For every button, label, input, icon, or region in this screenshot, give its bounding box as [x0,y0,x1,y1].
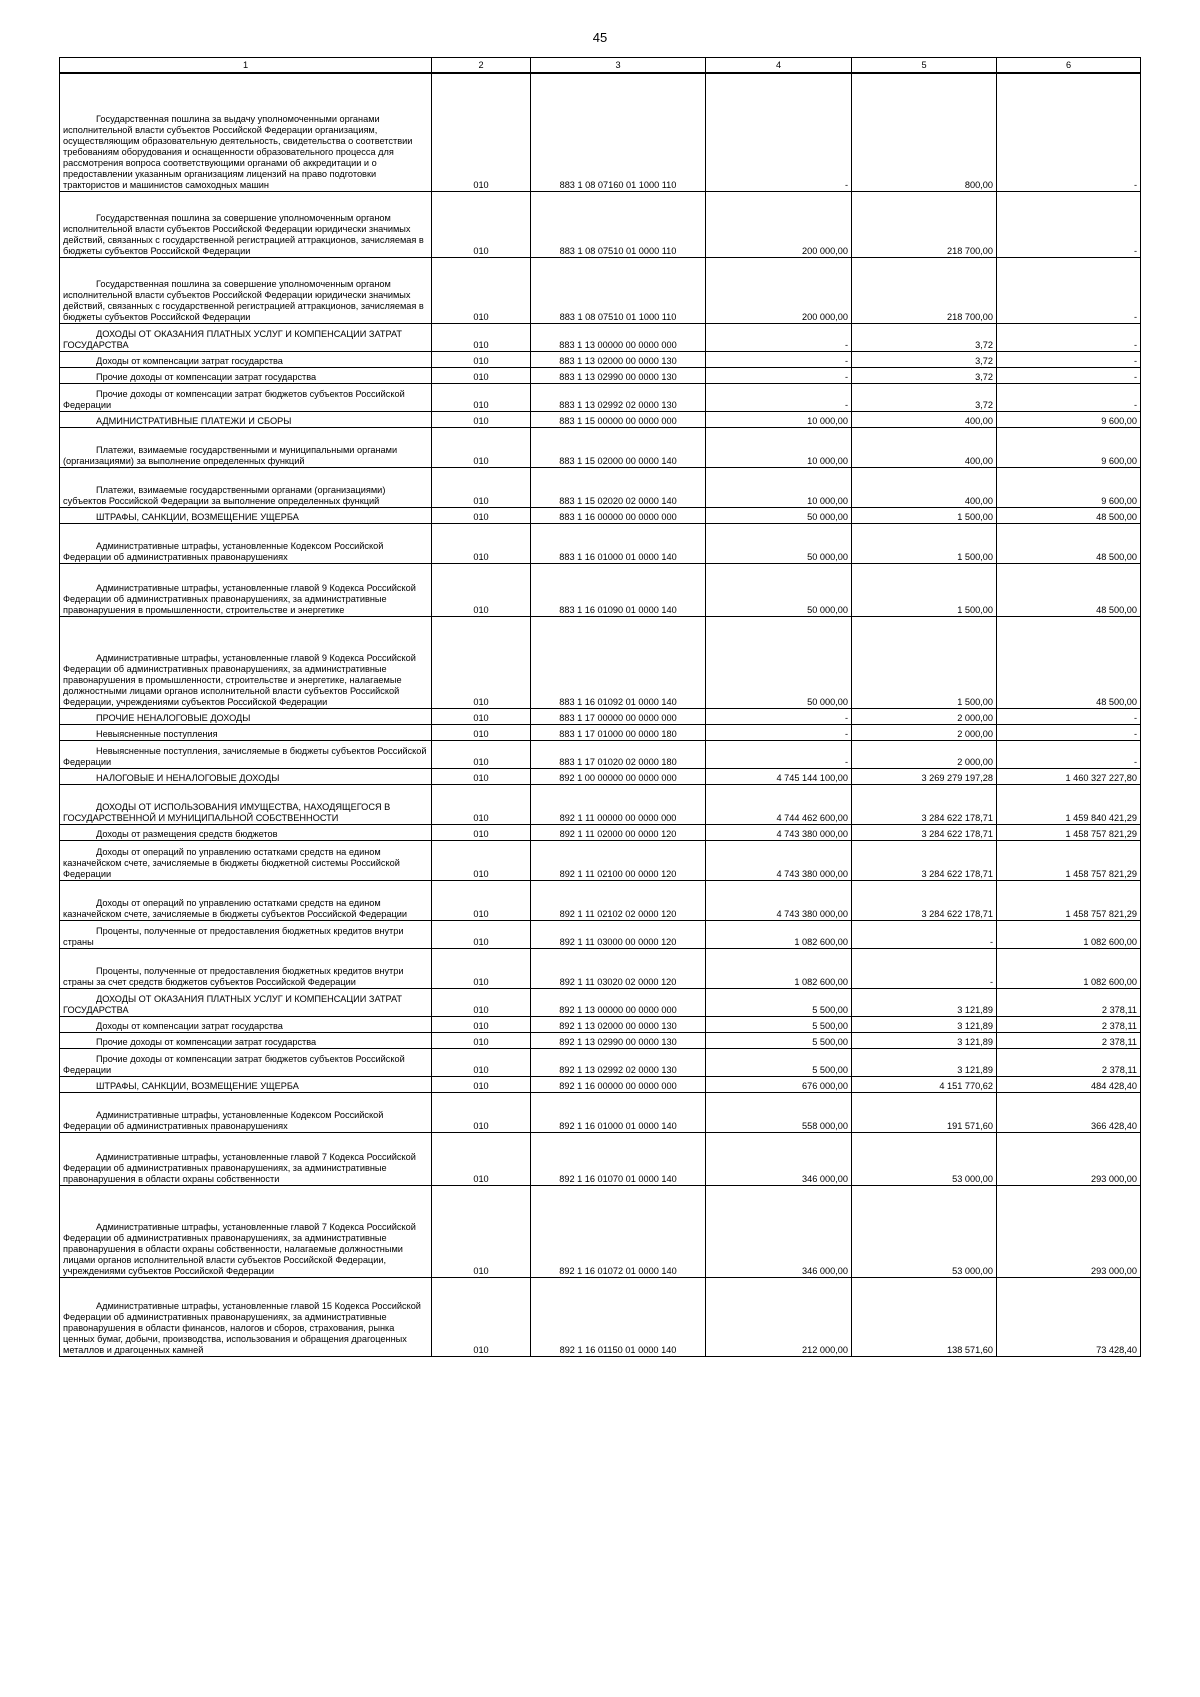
row-budget-code-cell: 892 1 11 03020 02 0000 120 [531,948,706,988]
row-line-code-cell: 010 [432,948,531,988]
row-approved-cell: 10 000,00 [706,467,852,507]
table-row [60,824,1141,840]
table-row [60,467,1141,507]
column-header: 1 [60,58,432,74]
table-row [60,351,1141,367]
table-row [60,323,1141,351]
row-unexecuted-cell: 484 428,40 [997,1076,1141,1092]
row-budget-code-cell: 883 1 16 01090 01 0000 140 [531,563,706,616]
row-name-text: Административные штрафы, установленные Кодексом Российской Федерации об административных правонарушениях [63,540,384,562]
row-unexecuted-cell: - [997,367,1141,383]
row-line-code-cell: 010 [432,323,531,351]
table-row [60,616,1141,708]
row-name-cell [60,73,432,191]
row-name-cell [60,507,432,523]
page-number: 45 [592,30,608,45]
row-name-cell [60,824,432,840]
table-row [60,724,1141,740]
row-name-text: ПРОЧИЕ НЕНАЛОГОВЫЕ ДОХОДЫ [96,712,251,723]
row-name-cell [60,523,432,563]
table-row [60,880,1141,920]
row-approved-cell: 346 000,00 [706,1185,852,1277]
row-executed-cell: 400,00 [852,467,997,507]
row-unexecuted-cell: 48 500,00 [997,616,1141,708]
row-approved-cell: 50 000,00 [706,616,852,708]
row-budget-code-cell: 892 1 13 02992 02 0000 130 [531,1048,706,1076]
row-unexecuted-cell: 1 459 840 421,29 [997,784,1141,824]
row-budget-code-cell: 892 1 00 00000 00 0000 000 [531,768,706,784]
row-line-code-cell: 010 [432,351,531,367]
row-name-cell [60,383,432,411]
table-row [60,948,1141,988]
row-approved-cell: 10 000,00 [706,427,852,467]
column-header: 5 [852,58,997,74]
row-executed-cell: 3 284 622 178,71 [852,880,997,920]
row-line-code-cell: 010 [432,1032,531,1048]
row-unexecuted-cell: - [997,351,1141,367]
column-header: 2 [432,58,531,74]
row-unexecuted-cell: 73 428,40 [997,1277,1141,1356]
row-name-text: Доходы от компенсации затрат государства [96,1020,283,1031]
row-executed-cell: 3 284 622 178,71 [852,784,997,824]
column-header: 3 [531,58,706,74]
row-name-cell [60,323,432,351]
row-budget-code-cell: 883 1 13 02992 02 0000 130 [531,383,706,411]
row-approved-cell: 4 743 380 000,00 [706,840,852,880]
row-approved-cell: 4 744 462 600,00 [706,784,852,824]
row-line-code-cell: 010 [432,1016,531,1032]
row-unexecuted-cell: - [997,708,1141,724]
row-name-cell [60,351,432,367]
row-budget-code-cell: 892 1 16 01000 01 0000 140 [531,1092,706,1132]
row-approved-cell: - [706,323,852,351]
row-approved-cell: 200 000,00 [706,191,852,257]
row-name-text: Проценты, полученные от предоставления бюджетных кредитов внутри страны [63,925,404,947]
row-approved-cell: 4 745 144 100,00 [706,768,852,784]
row-name-cell [60,1132,432,1185]
row-budget-code-cell: 892 1 16 00000 00 0000 000 [531,1076,706,1092]
row-name-cell [60,367,432,383]
row-line-code-cell: 010 [432,1277,531,1356]
row-name-text: НАЛОГОВЫЕ И НЕНАЛОГОВЫЕ ДОХОДЫ [96,772,280,783]
row-line-code-cell: 010 [432,840,531,880]
row-budget-code-cell: 883 1 08 07510 01 0000 110 [531,191,706,257]
row-budget-code-cell: 892 1 11 03000 00 0000 120 [531,920,706,948]
row-executed-cell: - [852,920,997,948]
row-unexecuted-cell: 366 428,40 [997,1092,1141,1132]
row-approved-cell: - [706,740,852,768]
row-name-text: Проценты, полученные от предоставления бюджетных кредитов внутри страны за счет средств бюджетов субъектов Российской Федерации [63,965,404,987]
row-budget-code-cell: 883 1 16 01000 01 0000 140 [531,523,706,563]
row-name-text: Доходы от операций по управлению остатками средств на едином казначейском счете, зачисляемые в бюджеты бюджетной системы Российской Федерации [63,846,400,879]
row-name-cell [60,840,432,880]
row-budget-code-cell: 892 1 11 02100 00 0000 120 [531,840,706,880]
row-approved-cell: 676 000,00 [706,1076,852,1092]
row-budget-code-cell: 883 1 13 02990 00 0000 130 [531,367,706,383]
table-row [60,563,1141,616]
row-budget-code-cell: 883 1 15 02000 00 0000 140 [531,427,706,467]
row-executed-cell: 3 269 279 197,28 [852,768,997,784]
row-name-text: ДОХОДЫ ОТ ОКАЗАНИЯ ПЛАТНЫХ УСЛУГ И КОМПЕНСАЦИИ ЗАТРАТ ГОСУДАРСТВА [63,328,403,350]
row-name-text: Платежи, взимаемые государственными и муниципальными органами (организациями) за выполнение определенных функций [63,444,398,466]
row-budget-code-cell: 892 1 13 02990 00 0000 130 [531,1032,706,1048]
row-executed-cell: 53 000,00 [852,1185,997,1277]
row-unexecuted-cell: - [997,323,1141,351]
row-executed-cell: 3,72 [852,367,997,383]
row-line-code-cell: 010 [432,257,531,323]
row-unexecuted-cell: 48 500,00 [997,523,1141,563]
row-name-cell [60,411,432,427]
row-unexecuted-cell: 48 500,00 [997,507,1141,523]
row-budget-code-cell: 892 1 13 02000 00 0000 130 [531,1016,706,1032]
row-unexecuted-cell: 2 378,11 [997,988,1141,1016]
table-row [60,1277,1141,1356]
column-header: 6 [997,58,1141,74]
row-line-code-cell: 010 [432,824,531,840]
row-budget-code-cell: 883 1 17 01020 02 0000 180 [531,740,706,768]
row-executed-cell: 218 700,00 [852,191,997,257]
row-budget-code-cell: 883 1 15 02020 02 0000 140 [531,467,706,507]
table-row [60,411,1141,427]
row-unexecuted-cell: 1 458 757 821,29 [997,880,1141,920]
row-name-text: Платежи, взимаемые государственными органами (организациями) субъектов Российской Федерации за выполнение определенных функций [63,484,386,506]
table-row [60,367,1141,383]
table-row [60,507,1141,523]
table-header [60,58,1141,74]
row-budget-code-cell: 883 1 17 01000 00 0000 180 [531,724,706,740]
table-row [60,784,1141,824]
row-name-cell [60,1076,432,1092]
row-name-cell [60,724,432,740]
row-approved-cell: 5 500,00 [706,1048,852,1076]
row-name-text: Невыясненные поступления, зачисляемые в бюджеты субъектов Российской Федерации [63,745,427,767]
row-name-cell [60,427,432,467]
row-name-text: Государственная пошлина за выдачу уполномоченными органами исполнительной власти субъектов Российской Федерации организациям, осуществляющим образовательную деятельность, свидетельства о соответствии требованиям оборудования и оснащенности образовательного процесса для рассмотрения вопроса соответствующими органами об аккредитации и о предоставлении указанным организациям лицензий на право подготовки трактористов и машинистов самоходных машин [63,113,413,190]
row-approved-cell: 50 000,00 [706,523,852,563]
row-name-text: Административные штрафы, установленные главой 7 Кодекса Российской Федерации об административных правонарушениях, за административные правонарушения в области охраны собственности [63,1151,416,1184]
row-executed-cell: 138 571,60 [852,1277,997,1356]
row-name-text: ДОХОДЫ ОТ ИСПОЛЬЗОВАНИЯ ИМУЩЕСТВА, НАХОДЯЩЕГОСЯ В ГОСУДАРСТВЕННОЙ И МУНИЦИПАЛЬНОЙ СОБСТВЕННОСТИ [63,801,391,823]
row-name-cell [60,1092,432,1132]
row-approved-cell: 346 000,00 [706,1132,852,1185]
row-approved-cell: 1 082 600,00 [706,948,852,988]
row-budget-code-cell: 892 1 11 00000 00 0000 000 [531,784,706,824]
row-line-code-cell: 010 [432,427,531,467]
row-budget-code-cell: 892 1 11 02000 00 0000 120 [531,824,706,840]
row-approved-cell: 5 500,00 [706,1016,852,1032]
row-executed-cell: 3 121,89 [852,988,997,1016]
row-line-code-cell: 010 [432,411,531,427]
row-executed-cell: 218 700,00 [852,257,997,323]
row-line-code-cell: 010 [432,1132,531,1185]
row-approved-cell: - [706,383,852,411]
row-name-cell [60,563,432,616]
row-unexecuted-cell: - [997,73,1141,191]
revenue-table [59,57,1141,1357]
row-line-code-cell: 010 [432,880,531,920]
row-executed-cell: 3 284 622 178,71 [852,840,997,880]
row-unexecuted-cell: 293 000,00 [997,1185,1141,1277]
row-line-code-cell: 010 [432,383,531,411]
row-budget-code-cell: 883 1 15 00000 00 0000 000 [531,411,706,427]
row-line-code-cell: 010 [432,563,531,616]
row-line-code-cell: 010 [432,467,531,507]
row-line-code-cell: 010 [432,724,531,740]
row-name-cell [60,920,432,948]
row-unexecuted-cell: - [997,724,1141,740]
row-line-code-cell: 010 [432,784,531,824]
row-approved-cell: 1 082 600,00 [706,920,852,948]
row-name-text: Доходы от операций по управлению остатками средств на едином казначейском счете, зачисляемые в бюджеты субъектов Российской Федерации [63,897,408,919]
row-name-cell [60,1185,432,1277]
row-name-text: Государственная пошлина за совершение уполномоченным органом исполнительной власти субъектов Российской Федерации юридически значимых действий, связанных с государственной регистрацией аттракционов, зачисляемая в бюджеты субъектов Российской Федерации [63,278,424,322]
row-line-code-cell: 010 [432,73,531,191]
row-executed-cell: 400,00 [852,427,997,467]
table-row [60,1092,1141,1132]
table-row [60,768,1141,784]
row-executed-cell: 2 000,00 [852,740,997,768]
row-executed-cell: 800,00 [852,73,997,191]
row-unexecuted-cell: 9 600,00 [997,427,1141,467]
row-executed-cell: 2 000,00 [852,708,997,724]
row-executed-cell: 3 121,89 [852,1048,997,1076]
row-name-text: Прочие доходы от компенсации затрат государства [96,371,317,382]
table-row [60,1032,1141,1048]
row-name-text: Прочие доходы от компенсации затрат бюджетов субъектов Российской Федерации [63,1053,405,1075]
row-name-text: ШТРАФЫ, САНКЦИИ, ВОЗМЕЩЕНИЕ УЩЕРБА [96,1080,299,1091]
row-name-cell [60,1048,432,1076]
row-unexecuted-cell: 9 600,00 [997,411,1141,427]
row-budget-code-cell: 883 1 13 02000 00 0000 130 [531,351,706,367]
row-executed-cell: 53 000,00 [852,1132,997,1185]
row-name-cell [60,880,432,920]
row-approved-cell: - [706,367,852,383]
row-unexecuted-cell: 1 458 757 821,29 [997,840,1141,880]
row-name-cell [60,784,432,824]
row-budget-code-cell: 892 1 16 01072 01 0000 140 [531,1185,706,1277]
row-executed-cell: 3,72 [852,383,997,411]
row-name-text: Административные штрафы, установленные главой 9 Кодекса Российской Федерации об административных правонарушениях, за административные правонарушения в промышленности, строительстве и энергетике, налагаемые должностными лицами органов исполнительной власти субъектов Российской Федерации, учреждениями субъектов Российской Федерации [63,652,416,707]
row-unexecuted-cell: - [997,383,1141,411]
row-approved-cell: 5 500,00 [706,988,852,1016]
row-name-cell [60,1016,432,1032]
table-row [60,708,1141,724]
row-approved-cell: 50 000,00 [706,507,852,523]
row-name-text: Доходы от компенсации затрат государства [96,355,283,366]
row-name-text: АДМИНИСТРАТИВНЫЕ ПЛАТЕЖИ И СБОРЫ [96,415,292,426]
row-approved-cell: 4 743 380 000,00 [706,880,852,920]
table-body [60,73,1141,1356]
row-unexecuted-cell: 9 600,00 [997,467,1141,507]
table-row [60,383,1141,411]
row-budget-code-cell: 883 1 16 00000 00 0000 000 [531,507,706,523]
row-line-code-cell: 010 [432,740,531,768]
row-line-code-cell: 010 [432,523,531,563]
row-executed-cell: - [852,948,997,988]
row-line-code-cell: 010 [432,507,531,523]
row-name-cell [60,1277,432,1356]
row-budget-code-cell: 883 1 08 07510 01 1000 110 [531,257,706,323]
row-name-text: Невыясненные поступления [96,728,218,739]
row-executed-cell: 1 500,00 [852,507,997,523]
table-row [60,427,1141,467]
row-line-code-cell: 010 [432,616,531,708]
table-row [60,840,1141,880]
table-row [60,257,1141,323]
row-budget-code-cell: 892 1 16 01070 01 0000 140 [531,1132,706,1185]
row-line-code-cell: 010 [432,920,531,948]
row-line-code-cell: 010 [432,768,531,784]
row-name-cell [60,708,432,724]
row-name-cell [60,467,432,507]
row-line-code-cell: 010 [432,1092,531,1132]
row-name-cell [60,768,432,784]
table-row [60,73,1141,191]
row-name-text: Административные штрафы, установленные главой 7 Кодекса Российской Федерации об административных правонарушениях, за административные правонарушения в области охраны собственности, налагаемые должностными лицами органов исполнительной власти субъектов Российской Федерации, учреждениями субъектов Российской Федерации [63,1221,416,1276]
row-budget-code-cell: 892 1 16 01150 01 0000 140 [531,1277,706,1356]
row-approved-cell: - [706,351,852,367]
table-row [60,1048,1141,1076]
row-budget-code-cell: 892 1 13 00000 00 0000 000 [531,988,706,1016]
row-approved-cell: - [706,708,852,724]
row-approved-cell: 5 500,00 [706,1032,852,1048]
row-name-text: Административные штрафы, установленные главой 9 Кодекса Российской Федерации об административных правонарушениях, за административные правонарушения в промышленности, строительстве и энергетике [63,582,416,615]
table-row [60,191,1141,257]
row-approved-cell: 200 000,00 [706,257,852,323]
table-row [60,523,1141,563]
table-row [60,1076,1141,1092]
row-approved-cell: - [706,724,852,740]
row-name-text: ШТРАФЫ, САНКЦИИ, ВОЗМЕЩЕНИЕ УЩЕРБА [96,511,299,522]
row-name-cell [60,1032,432,1048]
row-budget-code-cell: 883 1 17 00000 00 0000 000 [531,708,706,724]
column-header: 4 [706,58,852,74]
row-budget-code-cell: 883 1 13 00000 00 0000 000 [531,323,706,351]
row-name-cell [60,191,432,257]
row-executed-cell: 3 284 622 178,71 [852,824,997,840]
row-executed-cell: 2 000,00 [852,724,997,740]
row-line-code-cell: 010 [432,1048,531,1076]
row-budget-code-cell: 883 1 16 01092 01 0000 140 [531,616,706,708]
row-name-cell [60,988,432,1016]
row-line-code-cell: 010 [432,988,531,1016]
table-row [60,988,1141,1016]
row-name-text: Доходы от размещения средств бюджетов [96,828,278,839]
table-row [60,740,1141,768]
row-executed-cell: 3 121,89 [852,1016,997,1032]
row-unexecuted-cell: 1 082 600,00 [997,920,1141,948]
row-line-code-cell: 010 [432,708,531,724]
row-executed-cell: 400,00 [852,411,997,427]
row-executed-cell: 1 500,00 [852,563,997,616]
row-name-cell [60,948,432,988]
table-row [60,1016,1141,1032]
row-name-cell [60,740,432,768]
row-line-code-cell: 010 [432,191,531,257]
row-approved-cell: - [706,73,852,191]
row-executed-cell: 4 151 770,62 [852,1076,997,1092]
row-executed-cell: 191 571,60 [852,1092,997,1132]
row-executed-cell: 3 121,89 [852,1032,997,1048]
row-executed-cell: 3,72 [852,323,997,351]
row-approved-cell: 212 000,00 [706,1277,852,1356]
row-line-code-cell: 010 [432,1185,531,1277]
row-unexecuted-cell: - [997,257,1141,323]
row-name-cell [60,257,432,323]
row-name-text: Прочие доходы от компенсации затрат государства [96,1036,317,1047]
row-approved-cell: 10 000,00 [706,411,852,427]
row-unexecuted-cell: 2 378,11 [997,1016,1141,1032]
row-name-text: Административные штрафы, установленные Кодексом Российской Федерации об административных правонарушениях [63,1109,384,1131]
row-unexecuted-cell: - [997,191,1141,257]
row-budget-code-cell: 892 1 11 02102 02 0000 120 [531,880,706,920]
row-unexecuted-cell: 48 500,00 [997,563,1141,616]
row-line-code-cell: 010 [432,367,531,383]
row-approved-cell: 558 000,00 [706,1092,852,1132]
table-row [60,1185,1141,1277]
row-name-text: Административные штрафы, установленные главой 15 Кодекса Российской Федерации об административных правонарушениях, за административные правонарушения в области финансов, налогов и сборов, страхования, рынка ценных бумаг, добычи, производства, использования и обращения драгоценных металлов и драгоценных камней [63,1300,421,1355]
row-name-cell [60,616,432,708]
row-unexecuted-cell: 293 000,00 [997,1132,1141,1185]
row-unexecuted-cell: 1 458 757 821,29 [997,824,1141,840]
row-name-text: Прочие доходы от компенсации затрат бюджетов субъектов Российской Федерации [63,388,405,410]
row-budget-code-cell: 883 1 08 07160 01 1000 110 [531,73,706,191]
row-executed-cell: 1 500,00 [852,616,997,708]
row-unexecuted-cell: 1 082 600,00 [997,948,1141,988]
table-row [60,920,1141,948]
row-unexecuted-cell: 1 460 327 227,80 [997,768,1141,784]
row-approved-cell: 50 000,00 [706,563,852,616]
row-name-text: ДОХОДЫ ОТ ОКАЗАНИЯ ПЛАТНЫХ УСЛУГ И КОМПЕНСАЦИИ ЗАТРАТ ГОСУДАРСТВА [63,993,403,1015]
row-unexecuted-cell: 2 378,11 [997,1032,1141,1048]
row-name-text: Государственная пошлина за совершение уполномоченным органом исполнительной власти субъектов Российской Федерации юридически значимых действий, связанных с государственной регистрацией аттракционов, зачисляемая в бюджеты субъектов Российской Федерации [63,212,424,256]
row-executed-cell: 3,72 [852,351,997,367]
row-line-code-cell: 010 [432,1076,531,1092]
row-approved-cell: 4 743 380 000,00 [706,824,852,840]
row-unexecuted-cell: - [997,740,1141,768]
row-executed-cell: 1 500,00 [852,523,997,563]
row-unexecuted-cell: 2 378,11 [997,1048,1141,1076]
table-row [60,1132,1141,1185]
